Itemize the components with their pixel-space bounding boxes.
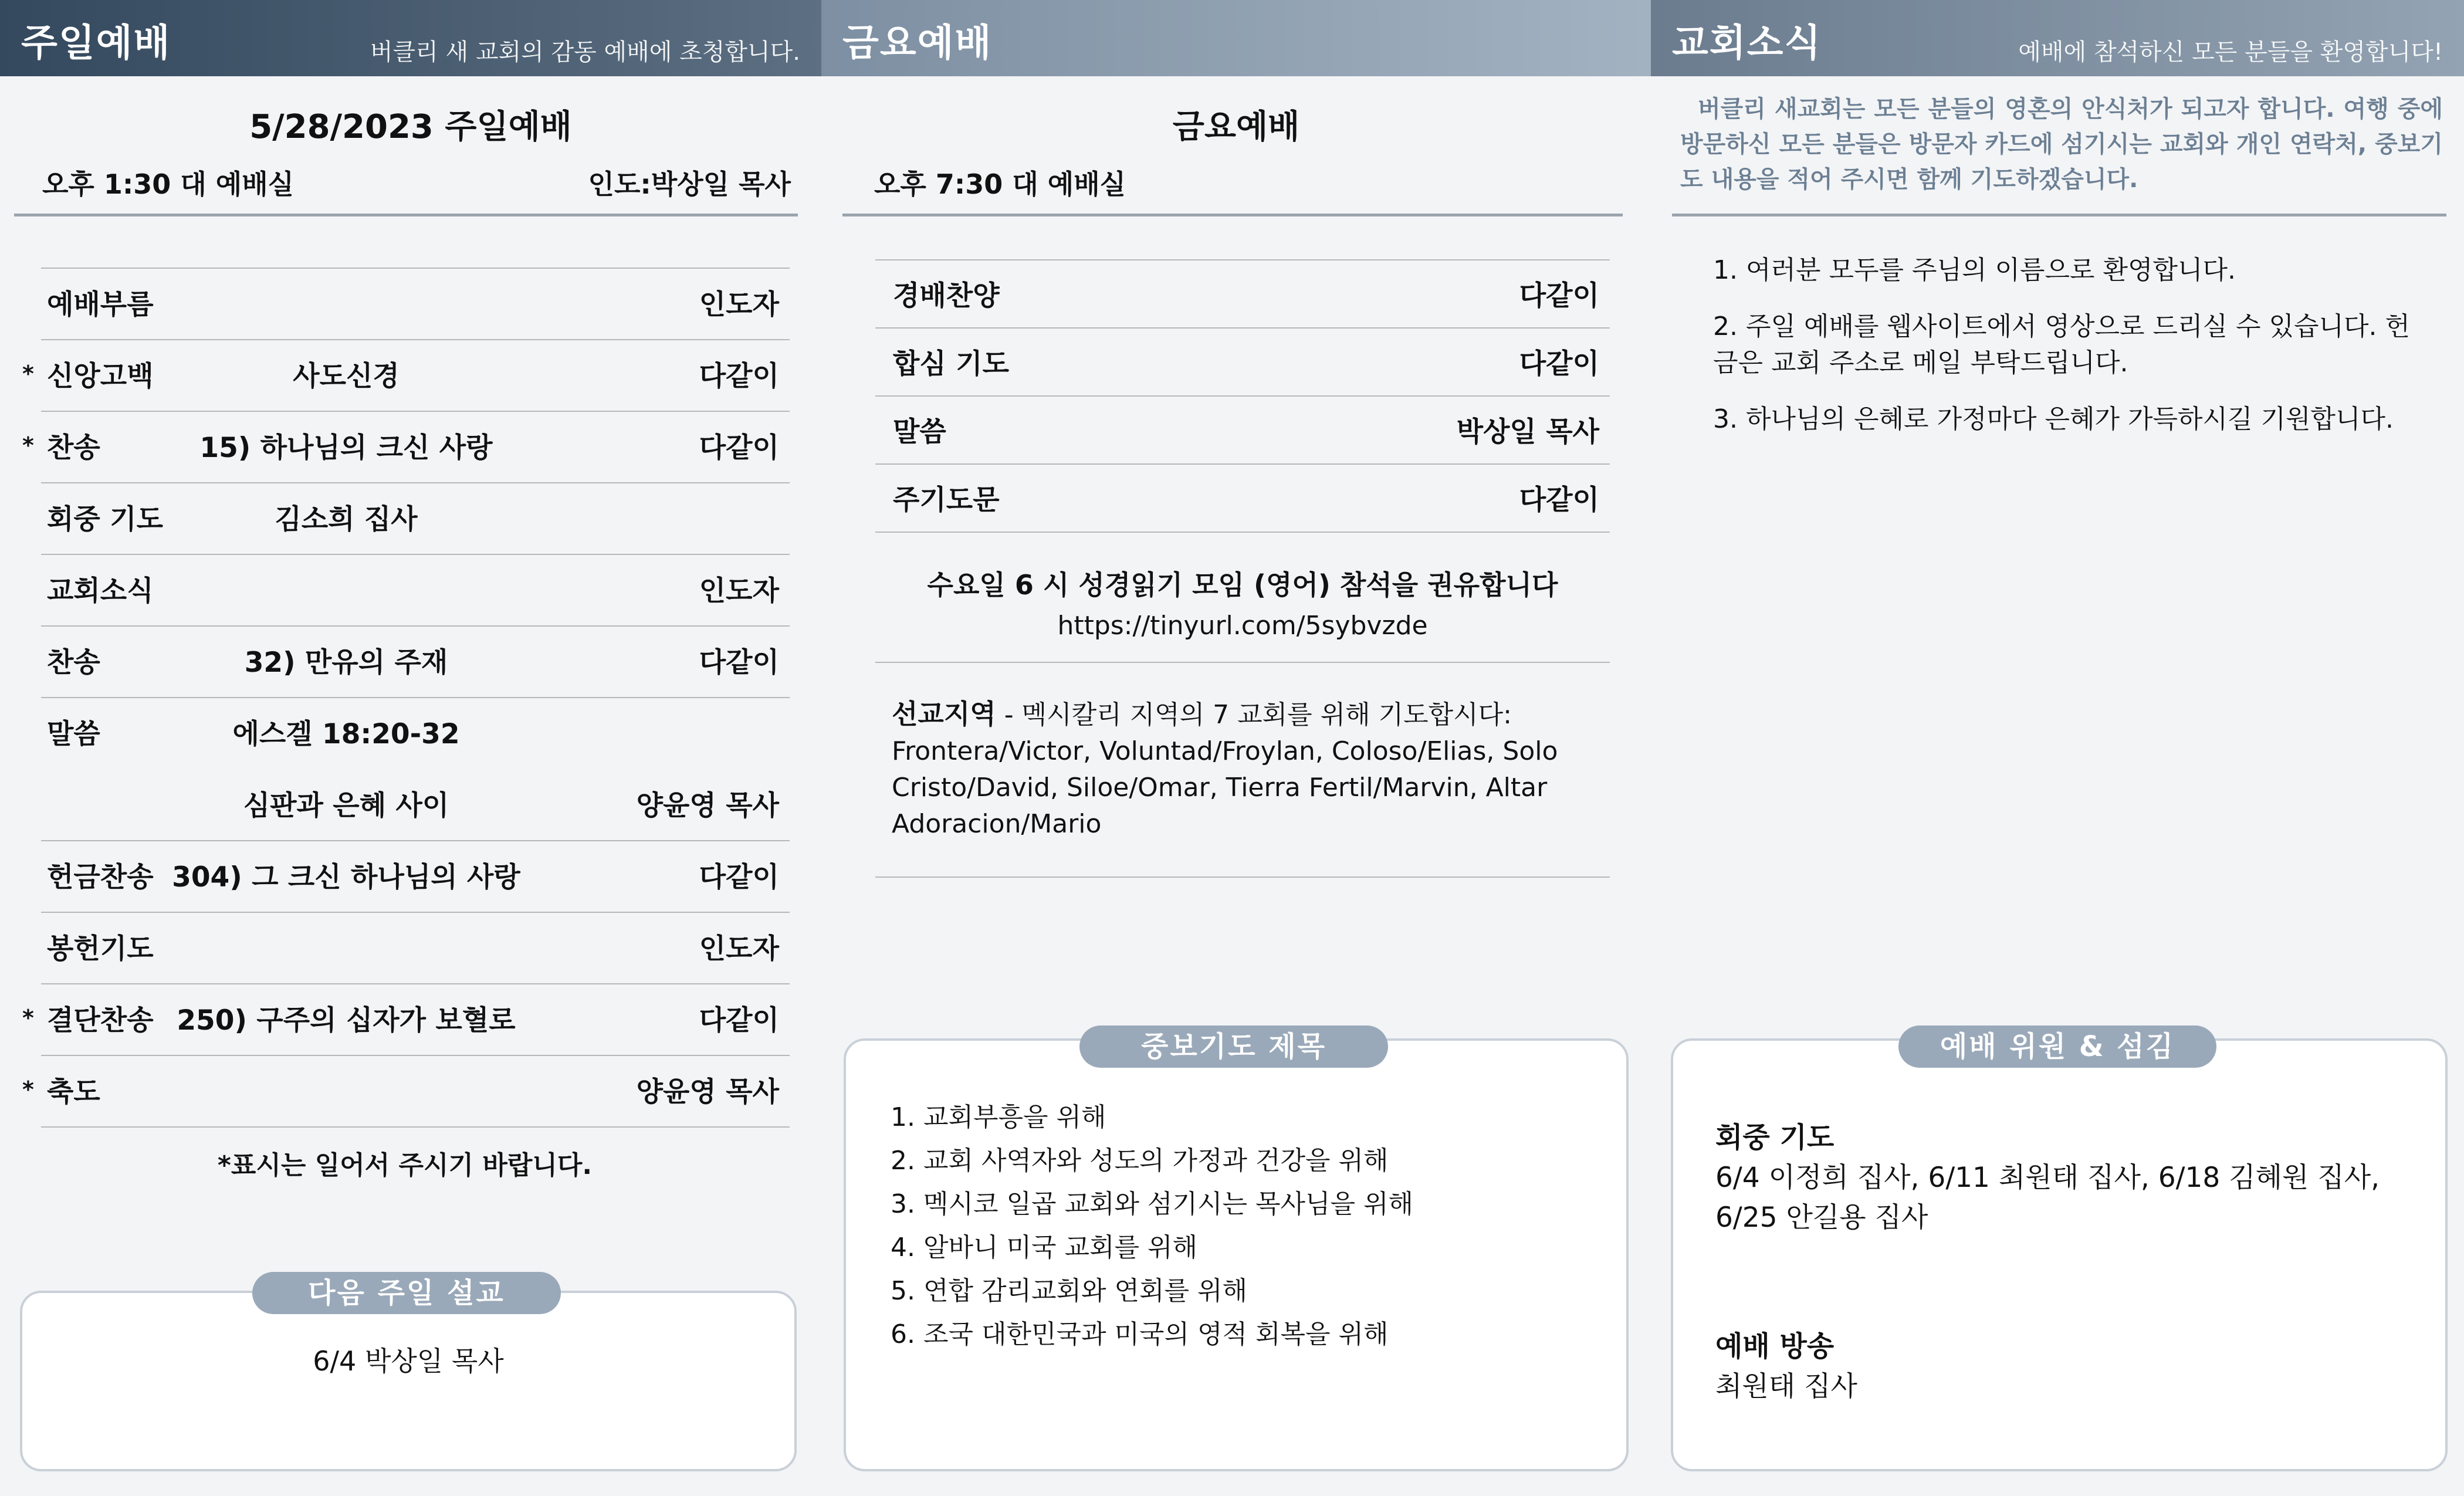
order-leader: 박상일 목사 [1456, 415, 1599, 448]
news-header-subtitle: 예배에 참석하신 모든 분들을 환영합니다! [2018, 39, 2443, 66]
prayer-item: 4. 알바니 미국 교회를 위해 [891, 1233, 1197, 1263]
order-detail: 에스겔 18:20-32 [232, 717, 460, 750]
friday-order-row [875, 463, 1610, 532]
order-leader: 다같이 [699, 360, 779, 392]
welcome-intro: 버클리 새교회는 모든 분들의 영혼의 안식처가 되고자 합니다. 여행 중에 방문하신 모든 분들은 방문자 카드에 섬기시는 교회와 개인 연락처, 중보기도 내용을 적어 주시면 함께 기도하겠습니다. [1680, 96, 2443, 193]
order-item: 축도 [47, 1075, 100, 1108]
order-leader: 양윤영 목사 [636, 789, 779, 822]
order-leader: 다같이 [1519, 483, 1599, 516]
friday-order-row [875, 327, 1610, 395]
order-detail: 김소희 집사 [275, 503, 418, 536]
friday-order-row [875, 259, 1610, 327]
order-row [22, 983, 790, 1052]
order-leader: 다같이 [699, 431, 779, 464]
order-detail: 32) 만유의 주재 [244, 646, 448, 679]
order-row [41, 840, 790, 909]
order-item: 결단찬송 [47, 1004, 154, 1037]
news-header-title: 교회소식 [1672, 22, 1822, 65]
section-divider [875, 662, 1610, 663]
friday-service-panel [821, 0, 1651, 1496]
friday-order-row [875, 395, 1610, 463]
order-leader: 다같이 [699, 1004, 779, 1037]
order-item: 말씀 [47, 717, 100, 750]
prayer-item: 2. 교회 사역자와 성도의 가정과 건강을 위해 [891, 1146, 1389, 1176]
committee-box [1671, 1038, 2448, 1471]
sunday-header-rule [14, 214, 798, 216]
order-row [22, 411, 790, 480]
order-detail: 15) 하나님의 크신 사랑 [199, 431, 493, 464]
order-item: 예배부름 [47, 288, 154, 321]
prayer-item: 5. 연합 감리교회와 연회를 위해 [891, 1276, 1247, 1306]
prayer-item: 1. 교회부흥을 위해 [891, 1102, 1106, 1132]
sunday-header-title: 주일예배 [21, 22, 171, 65]
order-row [22, 339, 790, 408]
friday-header [821, 0, 1651, 76]
committee-content [1715, 1117, 2419, 1407]
order-leader: 다같이 [1519, 347, 1599, 380]
broadcast-heading: 예배 방송 [1715, 1330, 1835, 1363]
order-row [41, 482, 790, 551]
mission-text: - 멕시칼리 지역의 7 교회를 위해 기도합시다: Frontera/Victor, Voluntad/Froylan, Coloso/Elias, Solo Cristo/David, Siloe/Omar, Tierra Fertil/Marvin, Altar Adoracion/Mario [892, 700, 1558, 839]
mission-label: 선교지역 [892, 698, 996, 730]
prayer-list [891, 1096, 1413, 1356]
friday-header-rule [842, 214, 1623, 216]
order-item: 말씀 [893, 415, 946, 448]
mission-block [892, 696, 1596, 842]
congregational-prayer-schedule: 6/4 이정희 집사, 6/11 최원태 집사, 6/18 김혜원 집사, 6/25 안길용 집사 [1715, 1162, 2380, 1234]
order-leader: 다같이 [1519, 279, 1599, 312]
news-item: 3. 하나님의 은혜로 가정마다 은혜가 가득하시길 기원합니다. [1713, 404, 2394, 434]
order-leader: 인도자 [699, 932, 779, 965]
order-item: 회중 기도 [47, 503, 163, 536]
church-news-panel [1651, 0, 2464, 1496]
news-header [1651, 0, 2464, 76]
sunday-leader: 인도:박상일 목사 [588, 168, 791, 200]
sunday-header-subtitle: 버클리 새 교회의 감동 예배에 초청합니다. [370, 39, 800, 66]
stand-marker: * [22, 1005, 34, 1031]
order-item: 신앙고백 [47, 360, 154, 392]
stand-marker: * [22, 432, 34, 458]
bible-study-text: 수요일 6 시 성경읽기 모임 (영어) 참석을 권유합니다 [927, 569, 1558, 601]
order-row [41, 268, 790, 337]
order-row [41, 625, 790, 695]
sunday-footnote: *표시는 일어서 주시기 바랍니다. [217, 1150, 593, 1180]
order-leader: 양윤영 목사 [636, 1075, 779, 1108]
stand-marker: * [22, 361, 34, 387]
sunday-time-row [42, 163, 791, 202]
stand-marker: * [22, 1077, 34, 1102]
committee-label: 예배 위원 & 섬김 [1898, 1025, 2216, 1068]
order-divider [41, 1126, 790, 1128]
news-list [1713, 252, 2435, 458]
next-sermon-box [20, 1291, 797, 1471]
sunday-title: 5/28/2023 주일예배 [249, 108, 572, 146]
prayer-item: 6. 조국 대한민국과 미국의 영적 회복을 위해 [891, 1319, 1389, 1349]
prayer-item: 3. 멕시코 일곱 교회와 섬기시는 목사님을 위해 [891, 1189, 1413, 1219]
friday-title: 금요예배 [1172, 108, 1300, 146]
order-item: 경배찬양 [893, 279, 1000, 312]
order-row [41, 912, 790, 981]
prayer-requests-box [844, 1038, 1629, 1471]
sunday-time-place: 오후 1:30 대 예배실 [42, 168, 295, 200]
broadcast-person: 최원태 집사 [1715, 1370, 1857, 1403]
news-header-rule [1672, 214, 2446, 216]
order-row [41, 697, 790, 766]
order-item: 봉헌기도 [47, 932, 154, 965]
order-row [41, 769, 790, 838]
order-item: 교회소식 [47, 574, 154, 607]
next-sermon-label: 다음 주일 설교 [252, 1272, 561, 1314]
bible-study-notice [875, 564, 1610, 647]
order-detail: 심판과 은혜 사이 [243, 789, 449, 822]
order-item: 합심 기도 [893, 347, 1009, 380]
news-item: 1. 여러분 모두를 주님의 이름으로 환영합니다. [1713, 255, 2236, 285]
congregational-prayer-heading: 회중 기도 [1715, 1121, 1835, 1154]
order-detail: 250) 구주의 십자가 보혈로 [177, 1004, 516, 1037]
sunday-service-panel [0, 0, 821, 1496]
order-divider [875, 532, 1610, 533]
order-item: 주기도문 [893, 483, 1000, 516]
sunday-header [0, 0, 821, 76]
order-detail: 사도신경 [293, 360, 400, 392]
order-item: 헌금찬송 [47, 861, 154, 893]
order-row [41, 554, 790, 623]
prayer-requests-label: 중보기도 제목 [1079, 1025, 1388, 1068]
next-sermon-text: 6/4 박상일 목사 [313, 1345, 504, 1377]
news-item: 2. 주일 예배를 웹사이트에서 영상으로 드리실 수 있습니다. 헌금은 교회 주소로 메일 부탁드립니다. [1713, 312, 2410, 378]
friday-header-title: 금요예배 [842, 22, 993, 65]
order-leader: 다같이 [699, 646, 779, 679]
order-item: 찬송 [47, 431, 100, 464]
order-leader: 인도자 [699, 288, 779, 321]
order-row [22, 1055, 790, 1124]
friday-time-place: 오후 7:30 대 예배실 [874, 168, 1126, 200]
order-leader: 인도자 [699, 574, 779, 607]
section-divider [875, 876, 1610, 878]
order-leader: 다같이 [699, 861, 779, 893]
order-detail: 304) 그 크신 하나님의 사랑 [172, 861, 520, 893]
order-item: 찬송 [47, 646, 100, 679]
bible-study-link[interactable]: https://tinyurl.com/5sybvzde [1057, 611, 1428, 641]
